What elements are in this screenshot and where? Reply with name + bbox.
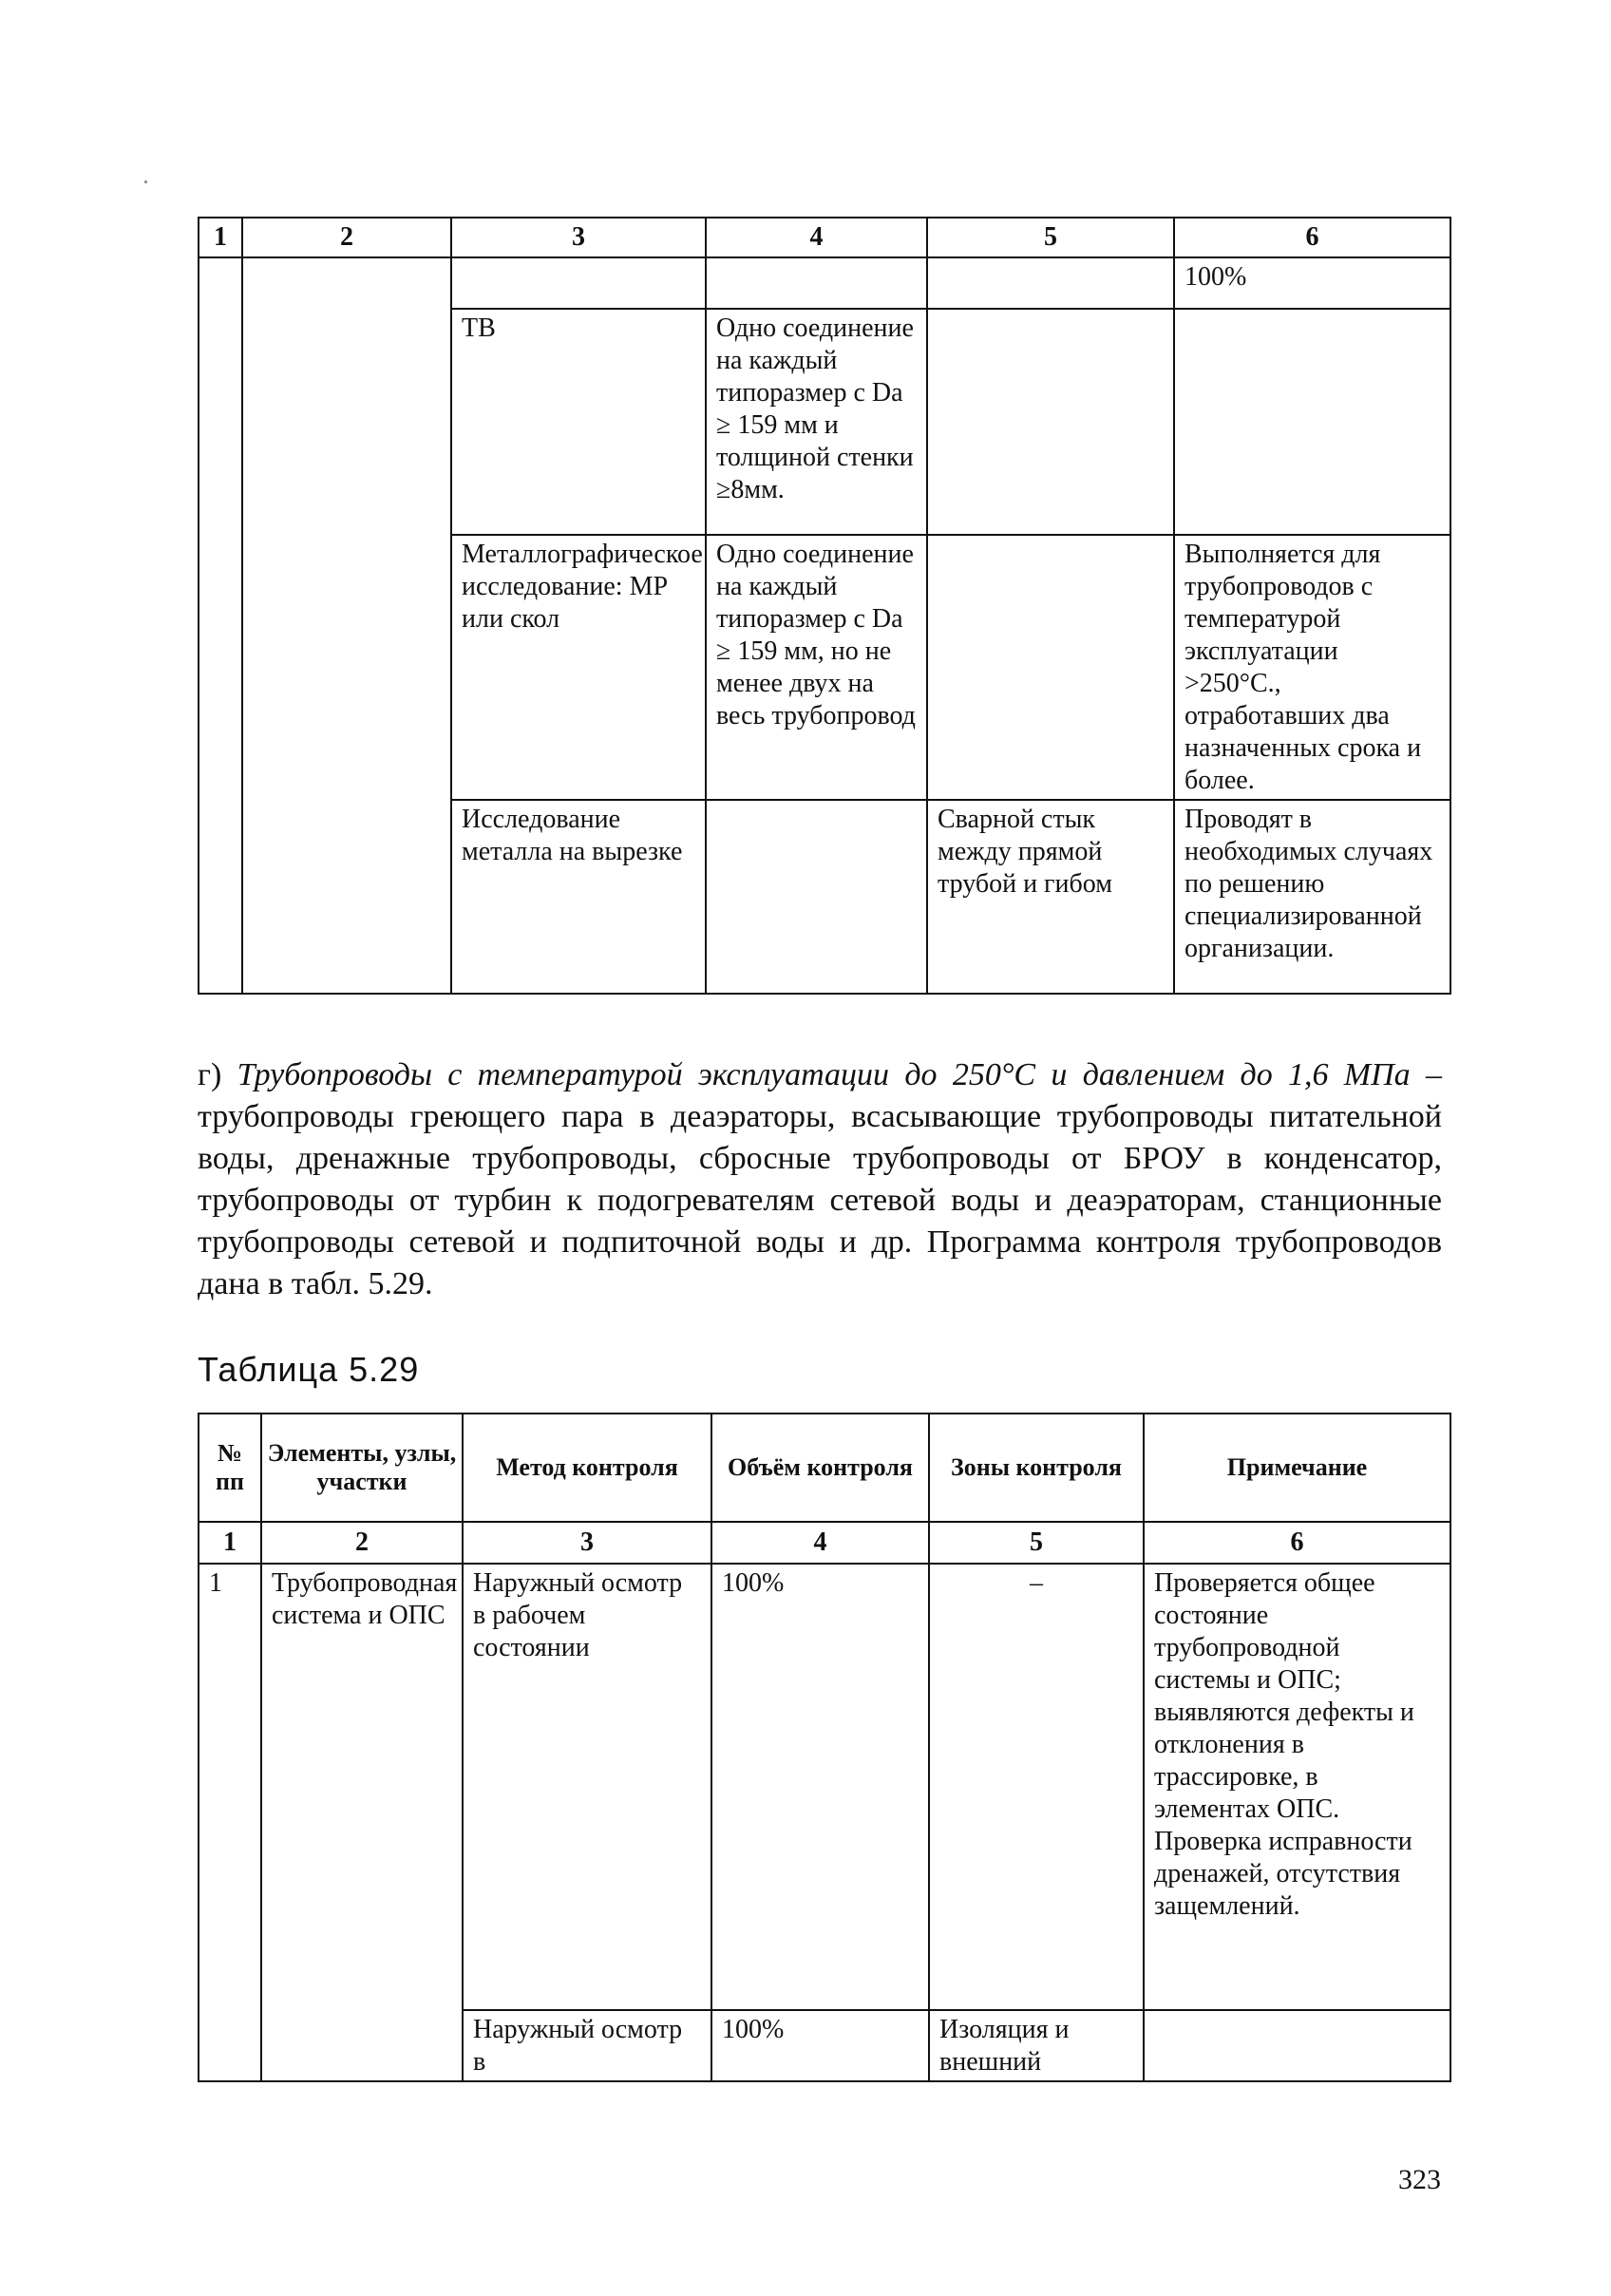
scan-speck	[144, 180, 147, 183]
cell-volume: Одно соединение на каждый типоразмер с Dа ≥ 159 мм, но не менее двух на весь трубопровод	[706, 535, 927, 800]
col-num-3: 3	[463, 1522, 711, 1564]
col-num-5: 5	[927, 218, 1174, 257]
table-5-29	[198, 1413, 1451, 2082]
cell-empty	[927, 535, 1174, 800]
header-zones: Зоны контроля	[929, 1414, 1144, 1522]
table-caption: Таблица 5.29	[198, 1350, 420, 1389]
table-number-row	[199, 1522, 1450, 1564]
cell-method: ТВ	[451, 309, 706, 535]
body-paragraph	[198, 1054, 1442, 1305]
paragraph-italic: Трубопроводы с температурой эксплуатации до 250°С и давлением до 1,6 МПа	[237, 1057, 1411, 1092]
cell-empty	[927, 257, 1174, 309]
col-num-6: 6	[1144, 1522, 1450, 1564]
cell-volume: 100%	[711, 1564, 929, 2010]
col-num-1: 1	[199, 218, 242, 257]
col-num-1: 1	[199, 1522, 261, 1564]
header-number: № пп	[199, 1414, 261, 1522]
table-header-row	[199, 1414, 1450, 1522]
col-num-5: 5	[929, 1522, 1144, 1564]
cell-empty-col1	[199, 257, 242, 994]
paragraph-text: – трубопроводы греющего пара в деаэраторы, всасывающие трубопроводы питательной воды, дренажные трубопроводы, сбросные трубопроводы от БРОУ в конденсатор, трубопроводы от турбин к подогревателям сетевой воды и деаэраторам, станционные трубопроводы сетевой и подпиточной воды и др. Программа контроля трубопроводов дана в табл. 5.29.	[198, 1057, 1442, 1301]
cell-method: Наружный осмотр в	[463, 2010, 711, 2081]
cell-volume: 100%	[711, 2010, 929, 2081]
cell-empty	[451, 257, 706, 309]
cell-method: Исследование металла на вырезке	[451, 800, 706, 994]
cell-empty	[927, 309, 1174, 535]
cell-empty	[1174, 309, 1450, 535]
cell-empty	[1144, 2010, 1450, 2081]
cell-note: Выполняется для трубопроводов с температурой эксплуатации >250°С., отработавших два назначенных срока и более.	[1174, 535, 1450, 800]
cell-zones: Сварной стык между прямой трубой и гибом	[927, 800, 1174, 994]
page-number: 323	[1398, 2164, 1441, 2195]
header-volume: Объём контроля	[711, 1414, 929, 1522]
col-num-4: 4	[706, 218, 927, 257]
paragraph-prefix: г)	[198, 1057, 237, 1092]
cell-method: Наружный осмотр в рабочем состоянии	[463, 1564, 711, 2010]
col-num-6: 6	[1174, 218, 1450, 257]
cell-note: Проводят в необходимых случаях по решению специализированной организации.	[1174, 800, 1450, 994]
header-elements: Элементы, узлы, участки	[261, 1414, 463, 1522]
col-num-2: 2	[242, 218, 451, 257]
cell-empty	[706, 257, 927, 309]
cell-row-number: 1	[199, 1564, 261, 2081]
table-number-row	[199, 218, 1450, 257]
cell-percent: 100%	[1174, 257, 1450, 309]
table-row	[199, 257, 1450, 309]
col-num-4: 4	[711, 1522, 929, 1564]
cell-zones: –	[929, 1564, 1144, 2010]
cell-empty	[706, 800, 927, 994]
cell-note: Проверяется общее состояние трубопроводной системы и ОПС; выявляются дефекты и отклонения в трассировке, в элементах ОПС. Проверка исправности дренажей, отсутствия защемлений.	[1144, 1564, 1450, 2010]
table-row	[199, 1564, 1450, 2010]
col-num-2: 2	[261, 1522, 463, 1564]
cell-element: Трубопроводная система и ОПС	[261, 1564, 463, 2081]
header-note: Примечание	[1144, 1414, 1450, 1522]
col-num-3: 3	[451, 218, 706, 257]
continued-table	[198, 217, 1451, 995]
cell-method: Металлографическое исследование: МР или скол	[451, 535, 706, 800]
cell-zones: Изоляция и внешний	[929, 2010, 1144, 2081]
cell-empty-col2	[242, 257, 451, 994]
header-method: Метод контроля	[463, 1414, 711, 1522]
cell-volume: Одно соединение на каждый типоразмер с Dа ≥ 159 мм и толщиной стенки ≥8мм.	[706, 309, 927, 535]
